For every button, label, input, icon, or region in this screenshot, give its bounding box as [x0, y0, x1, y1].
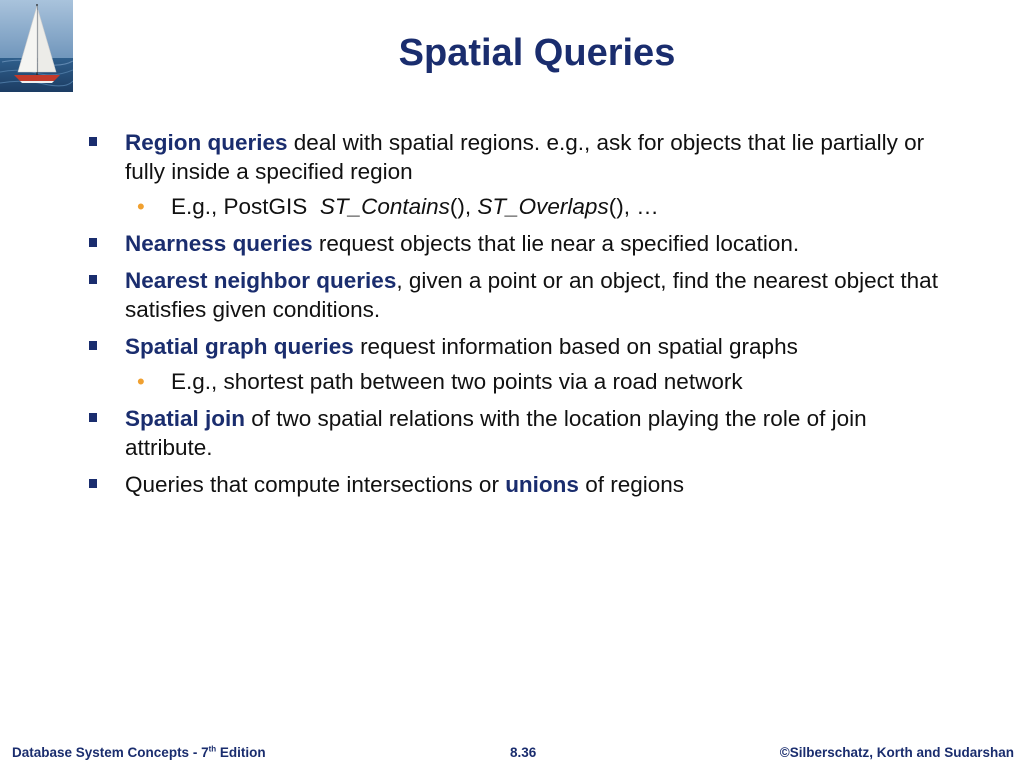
sub-bullet-prefix: E.g., PostGIS	[171, 194, 320, 219]
bullet-text: of two spatial relations with the location playing the role of join attribute.	[125, 406, 867, 460]
footer-book-title	[12, 745, 266, 760]
square-bullet-icon	[89, 341, 97, 350]
bullet-region-queries	[0, 128, 1024, 186]
footer-copyright: ©Silberschatz, Korth and Sudarshan	[779, 745, 1014, 760]
round-bullet-icon: •	[137, 194, 145, 219]
bullet-nearness-queries	[0, 229, 1024, 258]
bullet-text: , given a point or an object, find the nearest object that satisfies given conditions.	[125, 268, 938, 322]
page-number: 8.36	[510, 745, 537, 760]
square-bullet-icon	[89, 275, 97, 284]
footer	[0, 745, 1024, 765]
square-bullet-icon	[89, 238, 97, 247]
bullet-text: request objects that lie near a specified location.	[312, 231, 800, 256]
keyword: Nearness queries	[125, 231, 313, 256]
keyword: Nearest neighbor queries	[125, 268, 397, 293]
square-bullet-icon	[89, 137, 97, 146]
bullet-pre: Queries that compute intersections or	[125, 472, 506, 497]
bullet-nearest-neighbor-queries	[0, 266, 1024, 324]
bullet-list	[0, 128, 1024, 507]
keyword: Region queries	[125, 130, 288, 155]
page-title: Spatial Queries	[398, 32, 676, 74]
keyword: Spatial graph queries	[125, 334, 354, 359]
sub-bullet-mid: (),	[449, 194, 478, 219]
round-bullet-icon: •	[137, 369, 145, 394]
sub-bullet-shortest-path	[0, 367, 1024, 396]
sub-bullet-text: E.g., shortest path between two points via a road network	[171, 369, 743, 394]
sub-bullet-suffix: (), …	[608, 194, 659, 219]
st-overlaps: ST_Overlaps	[477, 194, 609, 219]
bullet-text: deal with spatial regions. e.g., ask for objects that lie partially or fully inside a specified region	[125, 130, 925, 184]
bullet-spatial-graph-queries	[0, 332, 1024, 361]
footer-title-sup: th	[208, 744, 217, 754]
footer-title-main: Database System Concepts - 7	[12, 745, 209, 760]
bullet-text: request information based on spatial graphs	[353, 334, 798, 359]
st-contains: ST_Contains	[319, 194, 450, 219]
square-bullet-icon	[89, 413, 97, 422]
footer-title-end: Edition	[216, 745, 266, 760]
square-bullet-icon	[89, 479, 97, 488]
keyword: Spatial join	[125, 406, 246, 431]
sub-bullet-postgis	[0, 192, 1024, 221]
bullet-spatial-join	[0, 404, 1024, 462]
bullet-text: of regions	[578, 472, 684, 497]
keyword: unions	[505, 472, 579, 497]
bullet-intersections-unions	[0, 470, 1024, 499]
